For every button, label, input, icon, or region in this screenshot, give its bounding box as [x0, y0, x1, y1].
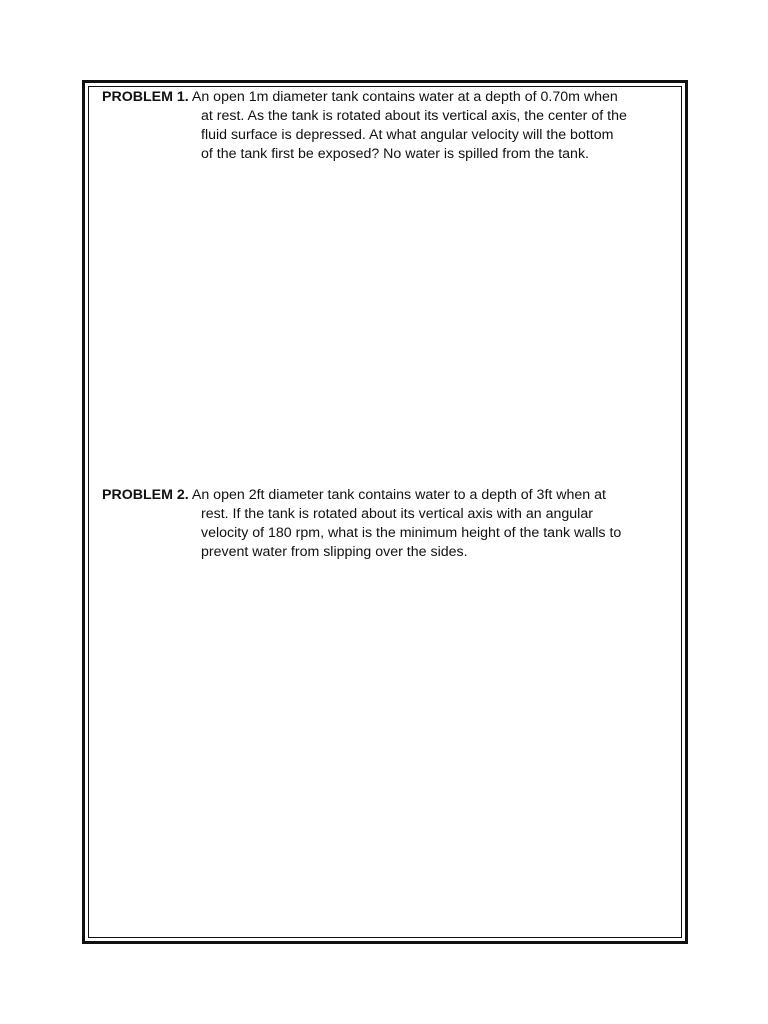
problem-2-first-line — [102, 486, 672, 505]
problem-1-label: PROBLEM 1. — [102, 89, 189, 105]
problem-1-text-line-4: of the tank first be exposed? No water is spilled from the tank. — [201, 146, 589, 162]
problem-2-label: PROBLEM 2. — [102, 487, 189, 503]
problem-2 — [102, 486, 672, 562]
problem-2-text-line-3: velocity of 180 rpm, what is the minimum height of the tank walls to — [201, 525, 622, 541]
problem-1-text-line-3: fluid surface is depressed. At what angular velocity will the bottom — [201, 127, 614, 143]
problem-2-text-line-1: An open 2ft diameter tank contains water to a depth of 3ft when at — [191, 487, 606, 503]
problem-1-text-line-2: at rest. As the tank is rotated about its vertical axis, the center of the — [201, 108, 627, 124]
problem-1 — [102, 88, 672, 164]
problem-1-text-line-1: An open 1m diameter tank contains water at a depth of 0.70m when — [191, 89, 618, 105]
problem-1-first-line — [102, 88, 672, 107]
problem-2-text-line-4: prevent water from slipping over the sides. — [201, 544, 468, 560]
problem-2-text-line-2: rest. If the tank is rotated about its vertical axis with an angular — [201, 506, 593, 522]
